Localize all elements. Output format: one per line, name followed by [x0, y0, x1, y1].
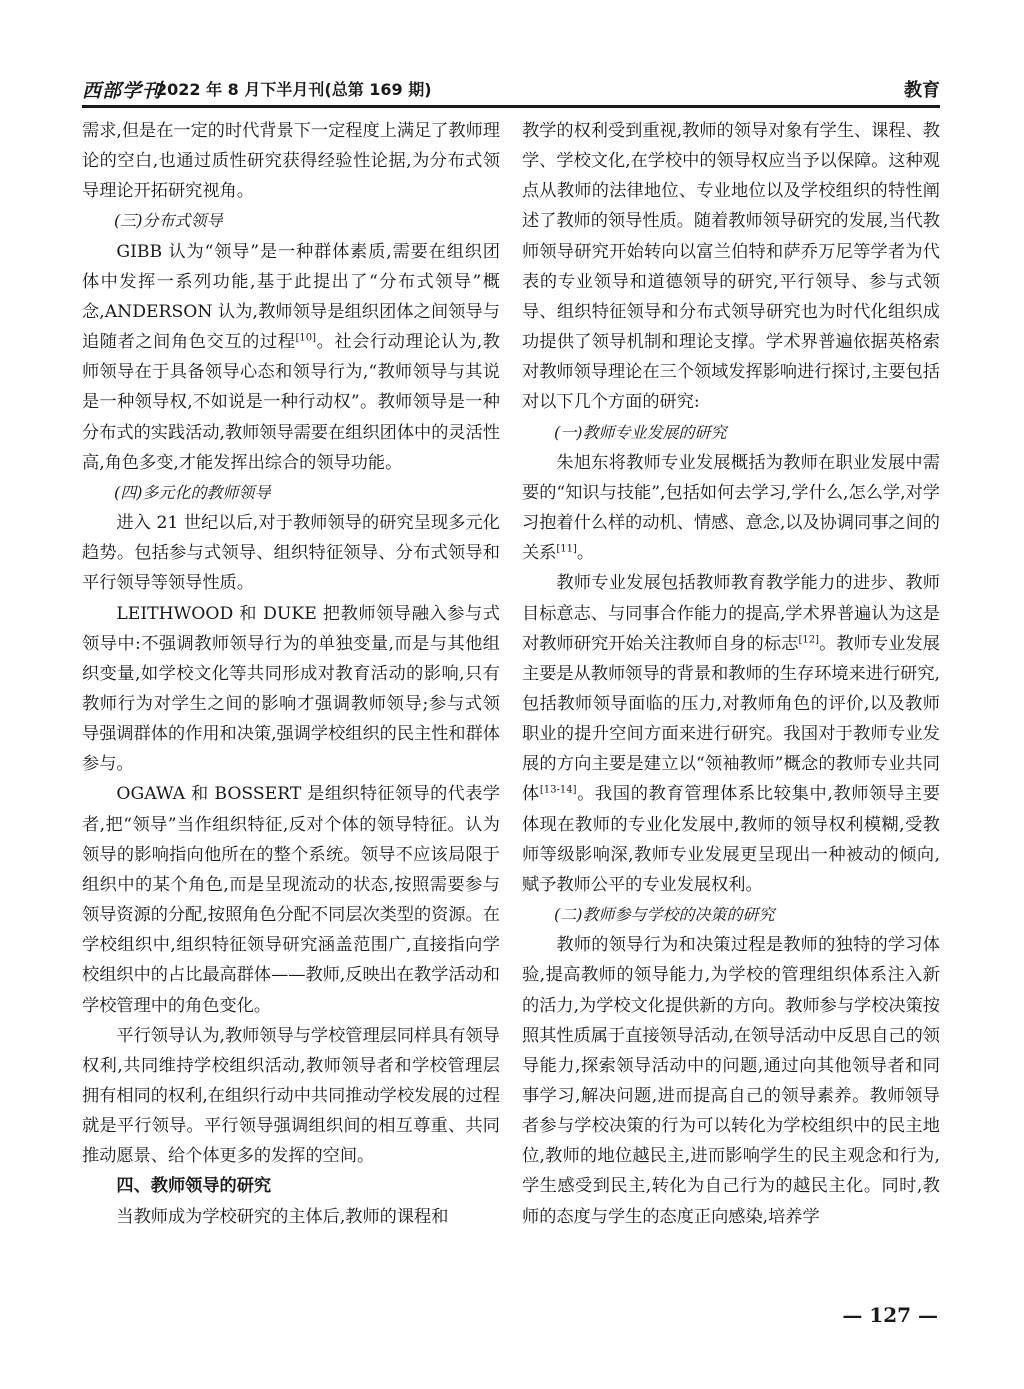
- paragraph: [522, 116, 940, 418]
- text-run: 教师的领导行为和决策过程是教师的独特的学习体验,提高教师的领导能力,为学校的管理组织体系注入新的活力,为学校文化提供新的方向。教师参与学校决策按照其性质属于直接领导活动,在领导活动中反思自己的领导能力,探索领导活动中的问题,通过向其他领导者和同事学习,解决问题,进而提高自己的领导素养。教师领导者参与学校决策的行为可以转化为学校组织中的民主地位,教师的地位越民主,进而影响学生的民主观念和行为,学生感受到民主,转化为自己行为的越民主化。同时,教师的态度与学生的态度正向感染,培养学: [522, 935, 940, 1227]
- text-run: GIBB 认为“领导”是一种群体素质,需要在组织团体中发挥一系列功能,基于此提出了“分布式领导”概念,ANDERSON 认为,教师领导是组织团体之间领导与追随者之间角色交互的过程: [82, 241, 500, 353]
- text-run: 。我国的教育管理体系比较集中,教师领导主要体现在教师的专业化发展中,教师的领导权利模糊,受教师等级影响深,教师专业发展更呈现出一种被动的倾向,赋予教师公平的专业发展权利。: [522, 784, 940, 895]
- paragraph: [82, 508, 500, 598]
- text-run: 。: [576, 543, 595, 564]
- text-run: OGAWA 和 BOSSERT 是组织特征领导的代表学者,把“领导”当作组织特征,反对个体的领导特征。认为领导的影响指向他所在的整个系统。领导不应该局限于组织中的某个角色,而是呈现流动的状态,按照需要参与领导资源的分配,按照角色分配不同层次类型的资源。在学校组织中,组织特征领导研究涵盖范围广,直接指向学校组织中的占比最高群体——教师,反映出在教学活动和学校管理中的角色变化。: [82, 784, 500, 1016]
- citation: [11]: [556, 543, 577, 555]
- section-name: 教育: [904, 80, 940, 101]
- running-header: [82, 76, 940, 104]
- text-run: 。社会行动理论认为,教师领导在于具备领导心态和领导行为,“教师领导与其说是一种领导权,不如说是一种行动权”。教师领导是一种分布式的实践活动,教师领导需要在组织团体中的灵活性高,角色多变,才能发挥出综合的领导功能。: [82, 332, 500, 473]
- text-run: 朱旭东将教师专业发展概括为教师在职业发展中需要的“知识与技能”,包括如何去学习,学什么,怎么学,对学习抱着什么样的动机、情感、意念,以及协调同事之间的关系: [522, 452, 940, 564]
- text-run: 当教师成为学校研究的主体后,教师的课程和: [116, 1206, 449, 1227]
- text-run: 教学的权利受到重视,教师的领导对象有学生、课程、教学、学校文化,在学校中的领导权应当予以保障。这种观点从教师的法律地位、专业地位以及学校组织的特性阐述了教师的领导性质。随着教师领导研究的发展,当代教师领导研究开始转向以富兰伯特和萨乔万尼等学者为代表的专业领导和道德领导的研究,平行领导、参与式领导、组织特征领导和分布式领导研究也为时代化组织成功提供了领导机制和理论支撑。学术界普遍依据英格索对教师领导理论在三个领域发挥影响进行探讨,主要包括对以下几个方面的研究:: [522, 121, 940, 413]
- section-heading: [82, 1171, 500, 1201]
- paragraph: [82, 116, 500, 206]
- text-run: (三)分布式领导: [114, 211, 223, 231]
- section-heading: [522, 418, 940, 448]
- paragraph: [82, 1021, 500, 1172]
- text-run: 四、教师领导的研究: [116, 1176, 272, 1197]
- text-run: 教师专业发展包括教师教育教学能力的进步、教师目标意志、与同事合作能力的提高,学术界普遍认为这是对教师研究开始关注教师自身的标志: [522, 573, 940, 654]
- citation: [13-14]: [539, 784, 577, 796]
- section-heading: [522, 900, 940, 930]
- paragraph: [82, 779, 500, 1020]
- citation: [10]: [295, 332, 317, 344]
- paragraph: [82, 599, 500, 780]
- paragraph: [82, 1202, 500, 1232]
- left-column: [82, 116, 500, 1232]
- paragraph: [522, 568, 940, 900]
- section-heading: [82, 206, 500, 236]
- header-rule: [82, 105, 940, 108]
- section-heading: [82, 478, 500, 508]
- text-run: (一)教师专业发展的研究: [554, 422, 727, 442]
- text-run: (四)多元化的教师领导: [114, 482, 271, 502]
- text-run: 。教师专业发展主要是从教师领导的背景和教师的生存环境来进行研究,包括教师领导面临的压力,对教师角色的评价,以及教师职业的提升空间方面来进行研究。我国对于教师专业发展的方向主要是建立以“领袖教师”概念的教师专业共同体: [522, 633, 940, 805]
- paragraph: [522, 448, 940, 569]
- right-column: [522, 116, 940, 1232]
- text-run: 需求,但是在一定的时代背景下一定程度上满足了教师理论的空白,也通过质性研究获得经验性论据,为分布式领导理论开拓研究视角。: [82, 121, 500, 202]
- citation: [12]: [798, 633, 820, 645]
- paragraph: [82, 237, 500, 478]
- text-run: (二)教师参与学校的决策的研究: [554, 905, 775, 925]
- text-run: LEITHWOOD 和 DUKE 把教师领导融入参与式领导中:不强调教师领导行为的单独变量,而是与其他组织变量,如学校文化等共同形成对教育活动的影响,只有教师行为对学生之间的影响才强调教师领导;参与式领导强调群体的作用和决策,强调学校组织的民主性和群体参与。: [82, 603, 500, 775]
- issue-info: 2022 年 8 月下半月刊(总第 169 期): [156, 80, 432, 99]
- text-run: 平行领导认为,教师领导与学校管理层同样具有领导权利,共同维持学校组织活动,教师领导者和学校管理层拥有相同的权利,在组织行动中共同推动学校发展的过程就是平行领导。平行领导强调组织间的相互尊重、共同推动愿景、给个体更多的发挥的空间。: [82, 1025, 500, 1167]
- journal-logo: 西部学刊: [82, 80, 163, 102]
- text-run: 进入 21 世纪以后,对于教师领导的研究呈现多元化趋势。包括参与式领导、组织特征领导、分布式领导和平行领导等领导性质。: [82, 513, 500, 594]
- paragraph: [522, 930, 940, 1232]
- page-number: — 127 —: [842, 1303, 938, 1327]
